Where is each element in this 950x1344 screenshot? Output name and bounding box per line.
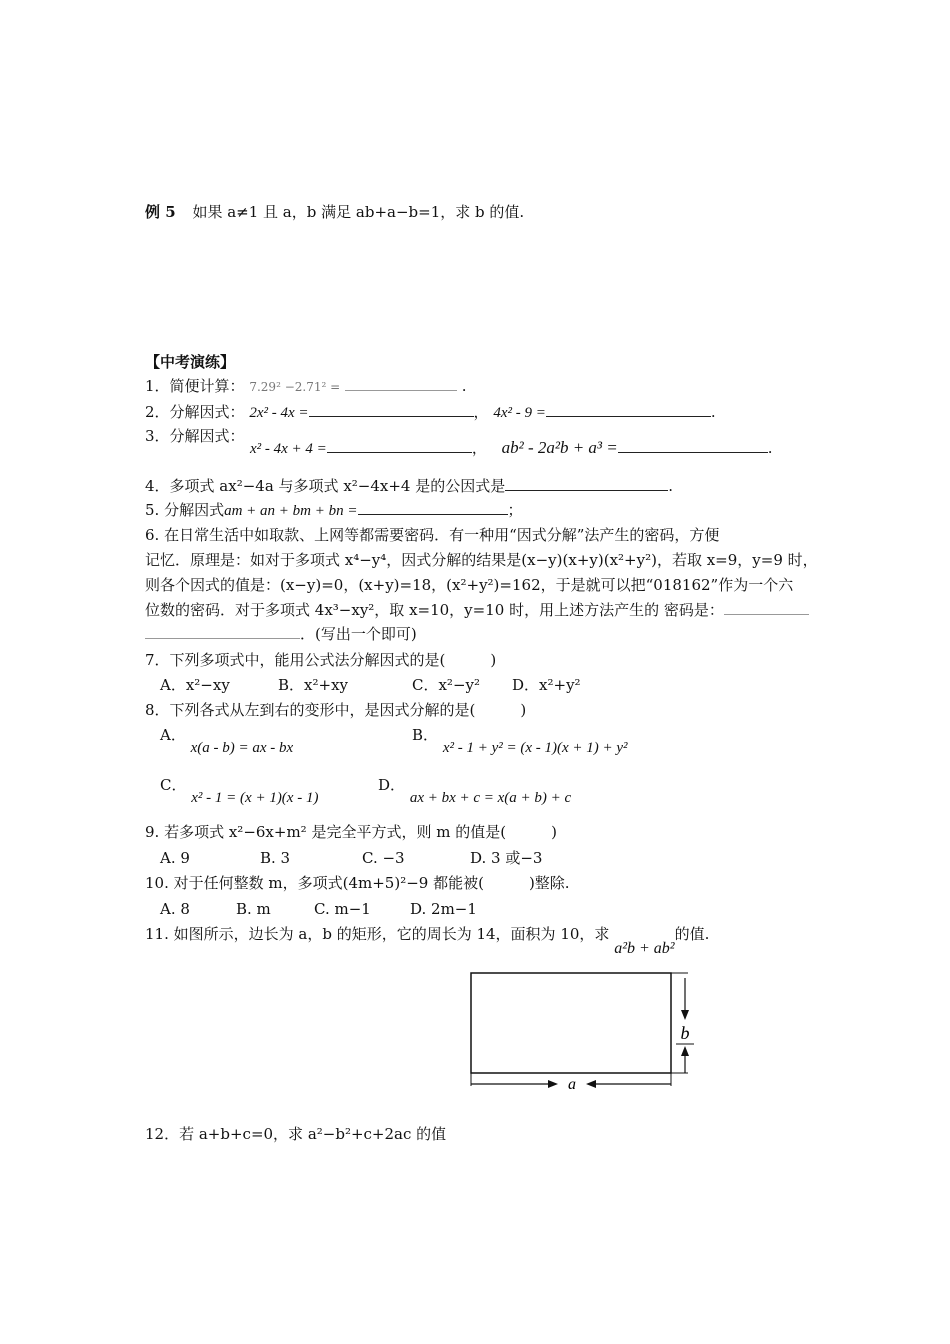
example-5-text: 如果 a≠1 且 a，b 满足 ab+a−b=1，求 b 的值. [192, 203, 525, 221]
q7-option-d[interactable]: D．x²+y² [512, 676, 581, 694]
q9-stem: 9. 若多项式 x²−6x+m² 是完全平方式，则 m 的值是( ) [145, 823, 557, 841]
q3-number: 3． [145, 427, 170, 445]
q9-option-c[interactable]: C. −3 [362, 849, 405, 867]
q12-stem: 12．若 a+b+c=0，求 a²−b²+c+2ac 的值 [145, 1125, 447, 1143]
arrowhead-down-icon [681, 1010, 689, 1020]
q2-end: . [710, 403, 716, 421]
q1-answer-blank[interactable] [345, 376, 457, 391]
q4-end: . [668, 477, 674, 495]
example-5-label: 例 5 [145, 203, 176, 221]
q5-answer-blank[interactable] [358, 500, 508, 515]
q11-expression: a²b + ab² [614, 940, 675, 957]
q2-answer-blank-2[interactable] [546, 402, 711, 417]
q2-expression-2: 4x² - 9 = [493, 405, 546, 421]
q8-option-b[interactable] [412, 725, 628, 756]
q10-option-c[interactable]: C. m−1 [314, 900, 371, 918]
q8-option-a-expr: x(a - b) = ax - bx [190, 740, 294, 756]
label-a: a [568, 1076, 576, 1093]
q2-answer-blank-1[interactable] [309, 402, 474, 417]
q8-option-b-label: B． [412, 726, 439, 744]
arrowhead-left-icon [548, 1080, 558, 1088]
q3-answer-blank-1[interactable] [327, 438, 472, 453]
q3-separator: ， [471, 439, 487, 457]
q8-option-d-expr: ax + bx + c = x(a + b) + c [409, 790, 572, 806]
q8-option-d[interactable] [378, 775, 572, 806]
q7-option-b[interactable]: B．x²+xy [278, 676, 348, 694]
q2-number: 2． [145, 403, 170, 421]
q3-expression-1: x² - 4x + 4 = [250, 441, 327, 457]
q4-text: 4．多项式 ax²−4a 与多项式 x²−4x+4 是的公因式是 [145, 477, 506, 495]
q10-option-a[interactable]: A. 8 [160, 900, 190, 918]
q11-text: 11. 如图所示，边长为 a，b 的矩形，它的周长为 14，面积为 10，求 [145, 925, 610, 943]
question-3-label [145, 426, 245, 446]
label-b: b [680, 1023, 690, 1043]
q5-expression: am + an + bm + bn = [224, 503, 358, 519]
q3-answer-blank-2[interactable] [618, 438, 768, 453]
q7-option-c[interactable]: C．x²−y² [412, 676, 481, 694]
example-5 [145, 202, 524, 222]
q5-end: ； [507, 501, 523, 519]
q1-expression: 7.29² −2.71² = [249, 380, 341, 394]
q6-line-2: 记忆．原理是：如对于多项式 x⁴−y⁴，因式分解的结果是(x−y)(x+y)(x²+y²)，若取 x=9，y=9 时， [145, 551, 818, 569]
rectangle-figure [466, 968, 706, 1098]
q6-line-5 [145, 624, 417, 644]
q3-end: . [767, 439, 773, 457]
q4-answer-blank[interactable] [505, 476, 668, 491]
q8-stem: 8．下列各式从左到右的变形中，是因式分解的是( ) [145, 701, 527, 719]
q1-end: . [461, 377, 467, 395]
q8-option-a[interactable] [160, 725, 294, 756]
section-title: 【中考演练】 [145, 353, 236, 371]
q6-line-4-text: 位数的密码．对于多项式 4x³−xy²，取 x=10，y=10 时，用上述方法产生的 密码是： [145, 601, 724, 619]
q10-option-b[interactable]: B. m [236, 900, 271, 918]
q11-stem [145, 924, 710, 957]
q8-option-c-expr: x² - 1 = (x + 1)(x - 1) [191, 790, 319, 806]
q9-option-d[interactable]: D. 3 或−3 [470, 849, 543, 867]
rectangle-shape [471, 973, 671, 1073]
q3-expression-2: ab² - 2a²b + a³ = [501, 438, 618, 457]
q2-separator: ， [473, 403, 489, 421]
q8-option-b-expr: x² - 1 + y² = (x - 1)(x + 1) + y² [442, 740, 628, 756]
q3-text: 分解因式： [169, 427, 245, 445]
q1-text: 简便计算： [169, 377, 245, 395]
q6-line-1: 6. 在日常生活中如取款、上网等都需要密码．有一种用“因式分解”法产生的密码，方便 [145, 526, 720, 544]
arrowhead-right-icon [586, 1080, 596, 1088]
q10-stem: 10. 对于任何整数 m，多项式(4m+5)²−9 都能被( )整除. [145, 874, 570, 892]
q8-option-c-label: C． [160, 776, 187, 794]
q1-number: 1． [145, 377, 170, 395]
q6-answer-blank-2[interactable] [145, 624, 300, 639]
q5-text: 5. 分解因式 [145, 501, 225, 519]
q8-option-a-label: A． [160, 726, 186, 744]
q6-answer-blank-1[interactable] [724, 600, 809, 615]
q2-text: 分解因式： [169, 403, 245, 421]
q9-option-b[interactable]: B. 3 [260, 849, 291, 867]
q6-line-5-end: ．(写出一个即可) [300, 625, 417, 643]
q8-option-c[interactable] [160, 775, 319, 806]
question-4 [145, 476, 673, 496]
q7-stem: 7．下列多项式中，能用公式法分解因式的是( ) [145, 651, 497, 669]
q10-option-d[interactable]: D. 2m−1 [410, 900, 477, 918]
question-5 [145, 500, 523, 521]
question-3 [250, 438, 773, 459]
q9-option-a[interactable]: A. 9 [160, 849, 190, 867]
question-1 [145, 376, 466, 397]
q11-end: 的值. [674, 925, 710, 943]
q8-option-d-label: D． [378, 776, 406, 794]
q6-line-4 [145, 600, 809, 620]
q2-expression-1: 2x² - 4x = [249, 405, 309, 421]
question-2 [145, 402, 716, 423]
q7-option-a[interactable]: A．x²−xy [160, 676, 230, 694]
q6-line-3: 则各个因式的值是：(x−y)=0，(x+y)=18，(x²+y²)=162，于是就可以把“018162”作为一个六 [145, 576, 794, 594]
